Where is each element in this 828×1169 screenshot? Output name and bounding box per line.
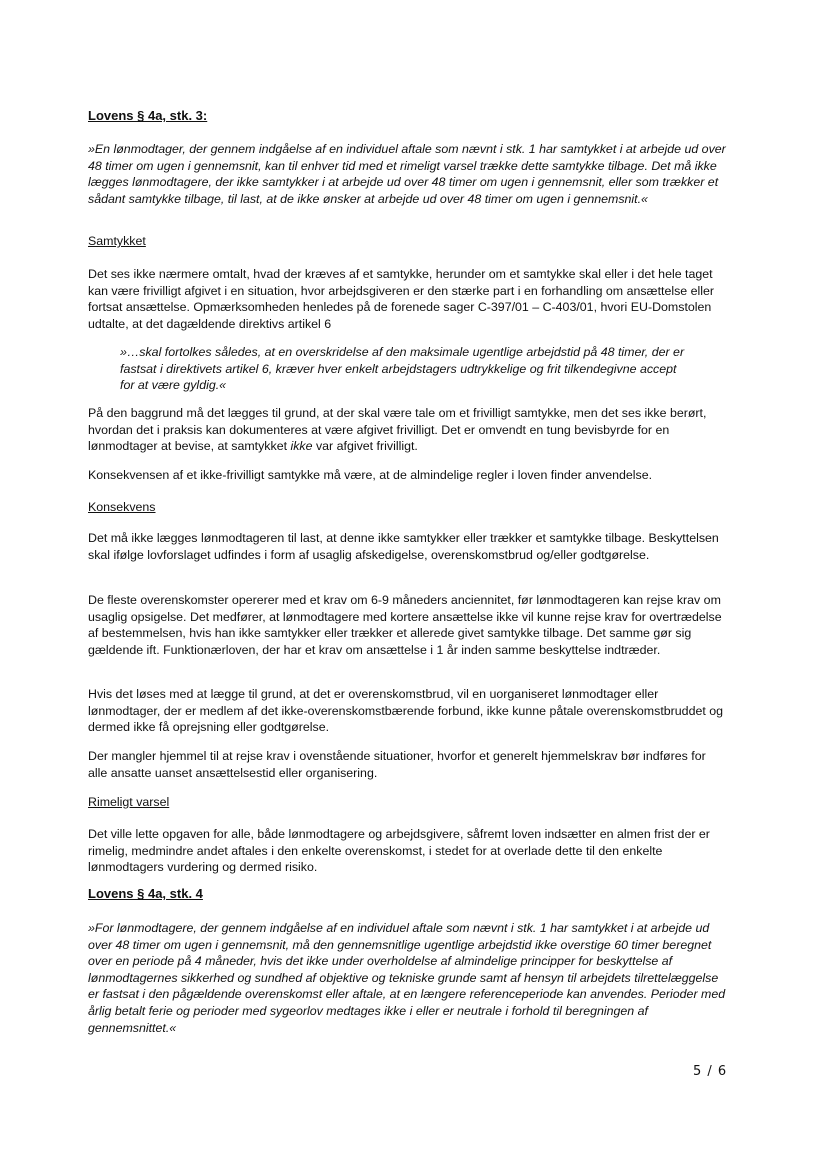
page-number: 5 / 6	[693, 1064, 728, 1079]
heading-samtykket: Samtykket	[88, 234, 146, 248]
paragraph-samtykket-2-end: var afgivet frivilligt.	[312, 439, 418, 454]
quote-eu-court: »…skal fortolkes således, at en overskridelse af den maksimale ugentlige arbejdstid på 48 timer, der er fastsat i direktivets artikel 6, kræver hver enkelt arbejdstagers udtrykkelige og frit tilkendegivne accept for at være gyldig.«	[120, 345, 685, 393]
heading-rimeligt-varsel: Rimeligt varsel	[88, 795, 170, 809]
heading-konsekvens: Konsekvens	[88, 500, 156, 514]
heading-section-4a-stk-3: Lovens § 4a, stk. 3:	[88, 108, 208, 123]
paragraph-konsekvens-2: De fleste overenskomster opererer med et krav om 6-9 måneders anciennitet, før lønmodtageren kan rejse krav om usaglig opsigelse. Det medfører, at lønmodtagere med kortere ansættelse ikke vil kunne rejse krav for overtrædelse af bestemmelsen, hvis han ikke samtykker eller trækker et allerede givet samtykke tilbage. Det samme gør sig gældende ift. Funktionærloven, der har et krav om ansættelse i 1 år inden samme beskyttelse indtræder.	[88, 593, 722, 657]
paragraph-samtykket-2-text: På den baggrund må det lægges til grund, at der skal være tale om et frivilligt samtykke, men det ses ikke berørt, hvordan det i praksis kan dokumenteres at være afgivet frivilligt. Det er omvendt en tung bevisbyrde for en lønmodtager at bevise, at samtykket	[88, 406, 707, 454]
quote-section-4a-stk-3: »En lønmodtager, der gennem indgåelse af en individuel aftale som nævnt i stk. 1 har samtykket i at arbejde ud over 48 timer om ugen i gennemsnit, kan til enhver tid med et rimeligt varsel trække dette samtykke tilbage. Det må ikke lægges lønmodtagere, der ikke samtykker i at arbejde ud over 48 timer om ugen i gennemsnit, eller som trækker et sådant samtykke tilbage, til last, at de ikke ønsker at arbejde ud over 48 timer om ugen i gennemsnit.«	[88, 142, 726, 206]
paragraph-samtykket-3: Konsekvensen af et ikke-frivilligt samtykke må være, at de almindelige regler i loven finder anvendelse.	[88, 468, 653, 482]
paragraph-konsekvens-4: Der mangler hjemmel til at rejse krav i ovenstående situationer, hvorfor et generelt hjemmelskrav bør indføres for alle ansatte uanset ansættelsestid eller organisering.	[88, 749, 706, 780]
paragraph-samtykket-1: Det ses ikke nærmere omtalt, hvad der kræves af et samtykke, herunder om et samtykke skal eller i det hele taget kan være frivilligt afgivet i en situation, hvor arbejdsgiveren er den stærke part i en forhandling om ansættelse eller fortsat ansættelse. Opmærksomheden henledes på de forenede sager C-397/01 – C-403/01, hvori EU-Domstolen udtalte, at det dagældende direktivs artikel 6	[88, 267, 715, 331]
paragraph-samtykket-2	[88, 405, 728, 455]
paragraph-konsekvens-3: Hvis det løses med at lægge til grund, at det er overenskomstbrud, vil en uorganiseret lønmodtager eller lønmodtager, der er medlem af det ikke-overenskomstbærende forbund, ikke kunne påtale overenskomstbruddet og dermed ikke få oprejsning eller godtgørelse.	[88, 687, 724, 735]
paragraph-rimeligt-varsel: Det ville lette opgaven for alle, både lønmodtagere og arbejdsgivere, såfremt loven indsætter en almen frist der er rimelig, medmindre andet aftales i den enkelte overenskomst, i stedet for at overlade dette til den enkelte lønmodtagers vurdering og dermed risiko.	[88, 827, 710, 875]
emphasis-ikke: ikke	[290, 439, 313, 454]
heading-section-4a-stk-4: Lovens § 4a, stk. 4	[88, 886, 203, 901]
quote-section-4a-stk-4: »For lønmodtagere, der gennem indgåelse af en individuel aftale som nævnt i stk. 1 har samtykket i at arbejde ud over 48 timer om ugen i gennemsnit, må den gennemsnitlige ugentlige arbejdstid ikke overstige 60 timer beregnet over en periode på 4 måneder, hvis det ikke under overholdelse af almindelige principper for beskyttelse af lønmodtagernes sikkerhed og sundhed af objektive og tekniske grunde samt af hensyn til arbejdets tilrettelæggelse er fastsat i den pågældende overenskomst eller aftale, at en længere referenceperiode kan anvendes. Perioder med årlig betalt ferie og perioder med sygeorlov medtages ikke i eller er neutrale i forhold til beregningen af gennemsnittet.«	[88, 921, 726, 1035]
paragraph-konsekvens-1: Det må ikke lægges lønmodtageren til last, at denne ikke samtykker eller trækker et samtykke tilbage. Beskyttelsen skal ifølge lovforslaget udfindes i form af usaglig afskedigelse, overenskomstbrud og/eller godtgørelse.	[88, 531, 719, 562]
